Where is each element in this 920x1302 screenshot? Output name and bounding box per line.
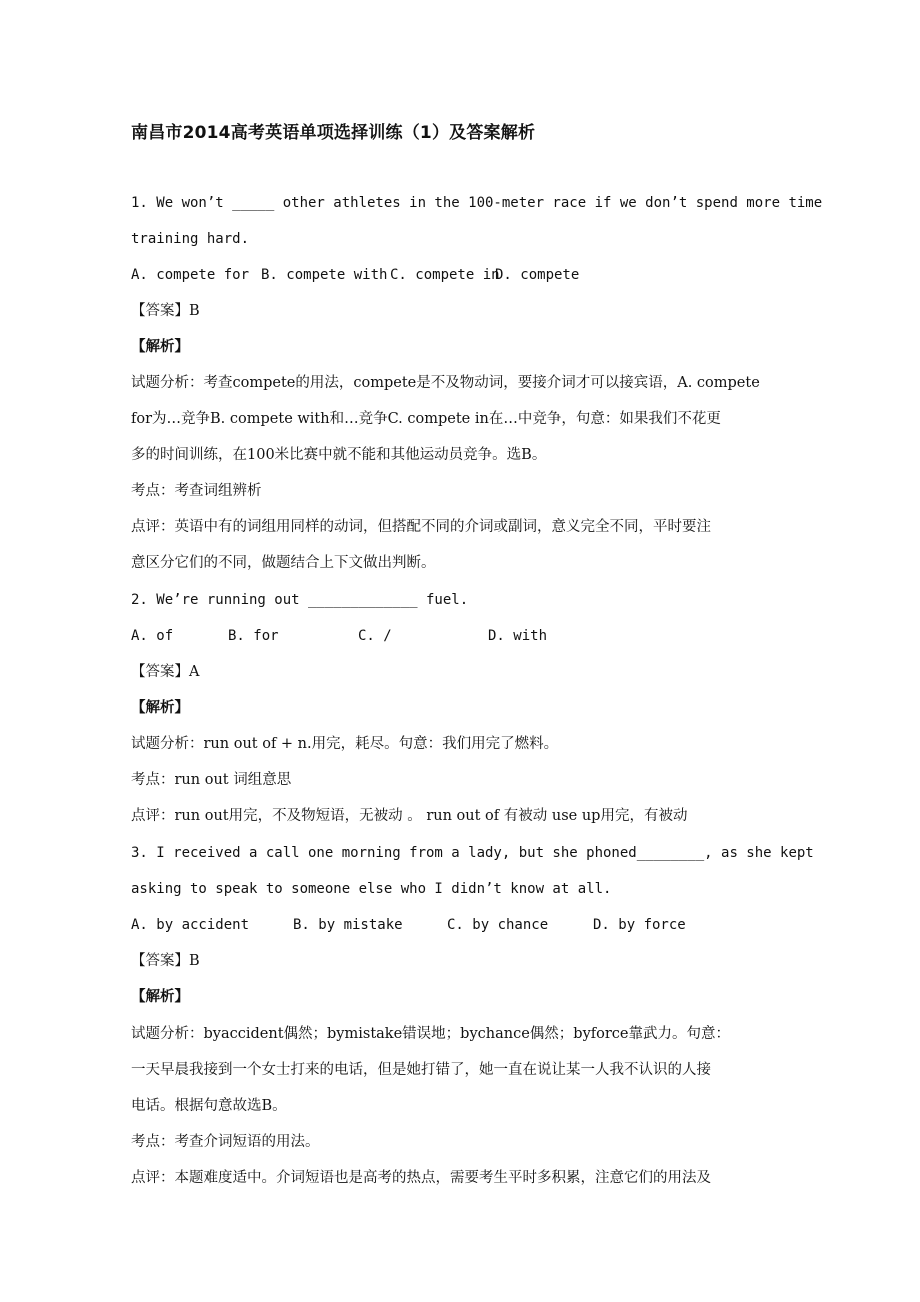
q1-analysis-line1: 试题分析：考查compete的用法，compete是不及物动词，要接介词才可以接宾语，A. compete [131, 375, 760, 391]
q1-point: 考点：考查词组辨析 [131, 483, 262, 499]
q1-comment-line2: 意区分它们的不同，做题结合上下文做出判断。 [131, 555, 436, 571]
q3-analysis-label: 【解析】 [131, 988, 189, 1005]
q1-analysis-line2: for为…竞争B. compete with和…竞争C. compete in在…中竞争，句意：如果我们不花更 [131, 411, 721, 427]
q3-option-d: D. by force [593, 917, 686, 933]
q2-option-c: C. / [358, 628, 392, 644]
q3-analysis-line2: 一天早晨我接到一个女士打来的电话，但是她打错了，她一直在说让某一人我不认识的人接 [131, 1062, 711, 1078]
q3-stem-line2: asking to speak to someone else who I didn’t know at all. [131, 881, 612, 897]
q3-analysis-line1: 试题分析：byaccident偶然；bymistake错误地；bychance偶然；byforce靠武力。句意： [131, 1026, 730, 1042]
q2-options [131, 626, 547, 646]
q2-option-a: A. of [131, 628, 174, 644]
q2-option-d: D. with [488, 628, 548, 644]
q1-option-b: B. compete with [261, 267, 388, 283]
q3-option-a: A. by accident [131, 917, 250, 933]
q3-point: 考点：考查介词短语的用法。 [131, 1134, 320, 1150]
q3-stem-line1: 3. I received a call one morning from a lady, but she phoned________, as she kept [131, 845, 814, 861]
q2-option-b: B. for [228, 628, 279, 644]
q2-analysis-label: 【解析】 [131, 699, 189, 716]
q3-option-b: B. by mistake [293, 917, 403, 933]
q2-stem: 2. We’re running out _____________ fuel. [131, 592, 469, 608]
q3-analysis-line3: 电话。根据句意故选B。 [131, 1098, 287, 1114]
q2-comment: 点评：run out用完，不及物短语，无被动 。 run out of 有被动 use up用完，有被动 [131, 808, 688, 824]
q2-analysis: 试题分析：run out of + n.用完，耗尽。句意：我们用完了燃料。 [131, 736, 559, 752]
q3-answer: 【答案】B [131, 953, 200, 969]
q3-comment: 点评：本题难度适中。介词短语也是高考的热点，需要考生平时多积累，注意它们的用法及 [131, 1170, 711, 1186]
q1-option-d: D. compete [495, 267, 580, 283]
q2-point: 考点：run out 词组意思 [131, 772, 292, 788]
q2-answer: 【答案】A [131, 664, 200, 680]
q1-option-a: A. compete for [131, 267, 250, 283]
q1-stem-line2: training hard. [131, 231, 250, 247]
page-title: 南昌市2014高考英语单项选择训练（1）及答案解析 [131, 123, 536, 143]
q1-options [131, 265, 579, 285]
q3-option-c: C. by chance [447, 917, 549, 933]
q1-answer: 【答案】B [131, 303, 200, 319]
q1-analysis-line3: 多的时间训练，在100米比赛中就不能和其他运动员竞争。选B。 [131, 447, 547, 463]
q1-option-c: C. compete in [390, 267, 500, 283]
q1-analysis-label: 【解析】 [131, 338, 189, 355]
q3-options [131, 915, 686, 935]
q1-comment-line1: 点评：英语中有的词组用同样的动词，但搭配不同的介词或副词，意义完全不同，平时要注 [131, 519, 711, 535]
q1-stem-line1: 1. We won’t _____ other athletes in the 100-meter race if we don’t spend more time [131, 195, 823, 211]
